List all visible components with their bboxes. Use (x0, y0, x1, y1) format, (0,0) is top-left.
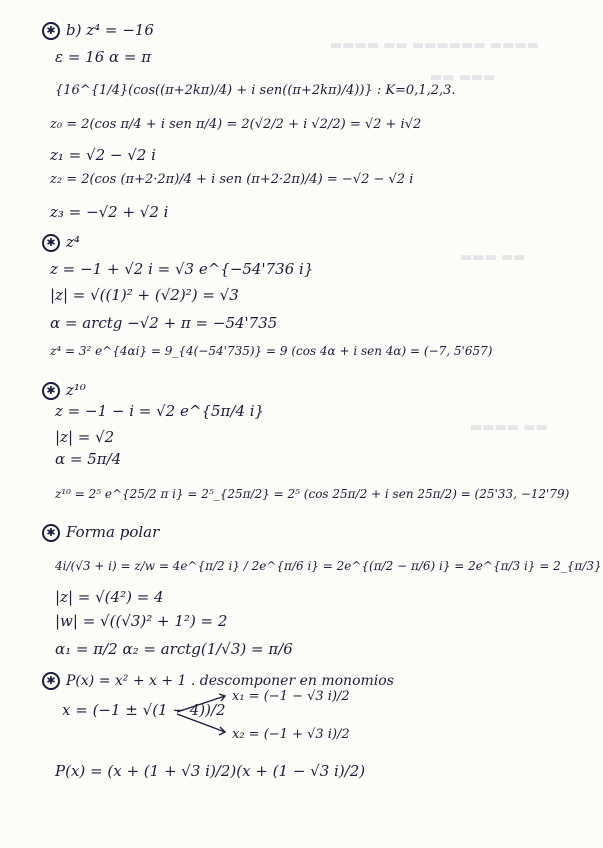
bleed-through-text: ▬▬▬▬ ▬▬ ▬▬▬▬▬▬ ▬▬▬▬ (330, 38, 539, 53)
section-b-line2: {16^{1/4}(cos((π+2kπ)/4) + i sen((π+2kπ)/4))} : K=0,1,2,3. (55, 83, 456, 98)
section-z4-line4: z⁴ = 3² e^{4αi} = 9_{4(−54'735)} = 9 (cos 4α + i sen 4α) = (−7, 5'657) (50, 344, 493, 358)
section-z4-heading: ✱ z⁴ (42, 234, 80, 252)
bleed-through-text: ▬▬▬ ▬▬ (460, 250, 526, 265)
section-polar-line2: |z| = √(4²) = 4 (55, 588, 164, 606)
star-circle-icon: ✱ (42, 382, 60, 400)
star-circle-icon: ✱ (42, 234, 60, 252)
section-z10-heading: ✱ z¹⁰ (42, 382, 86, 400)
section-poly-factor: P(x) = (x + (1 + √3 i)/2)(x + (1 − √3 i)/2) (55, 762, 366, 780)
section-z4-line1: z = −1 + √2 i = √3 e^{−54'736 i} (50, 260, 314, 278)
bleed-through-text: ▬▬ ▬▬▬ (430, 70, 496, 85)
section-polar-line3: |w| = √((√3)² + 1²) = 2 (55, 612, 228, 630)
section-z10-line1: z = −1 − i = √2 e^{5π/4 i} (55, 402, 265, 420)
section-polar-line1: 4i/(√3 + i) = z/w = 4e^{π/2 i} / 2e^{π/6 i} = 2e^{(π/2 − π/6) i} = 2e^{π/3 i} = 2_{π/3} (55, 559, 602, 573)
section-poly-x-formula: x = (−1 ± √(1 − 4))/2 (62, 701, 226, 719)
section-polar-heading: ✱ Forma polar (42, 524, 159, 542)
section-b-z2: z₂ = 2(cos (π+2·2π)/4 + i sen (π+2·2π)/4) = −√2 − √2 i (50, 172, 414, 187)
section-b-z0: z₀ = 2(cos π/4 + i sen π/4) = 2(√2/2 + i √2/2) = √2 + i√2 (50, 117, 422, 132)
section-poly-x2: x₂ = (−1 + √3 i)/2 (232, 727, 350, 742)
section-z4-line3: α = arctg −√2 + π = −54'735 (50, 314, 278, 332)
section-z10-line4: z¹⁰ = 2⁵ e^{25/2 π i} = 2⁵_{25π/2} = 2⁵ (cos 25π/2 + i sen 25π/2) = (25'33, −12'79) (55, 487, 570, 501)
section-z10-line3: α = 5π/4 (55, 450, 122, 468)
section-b-line1: ε = 16 α = π (55, 48, 152, 66)
section-polar-line4: α₁ = π/2 α₂ = arctg(1/√3) = π/6 (55, 640, 293, 658)
section-poly-x1: x₁ = (−1 − √3 i)/2 (232, 689, 350, 704)
section-z10-line2: |z| = √2 (55, 428, 115, 446)
star-circle-icon: ✱ (42, 22, 60, 40)
star-circle-icon: ✱ (42, 524, 60, 542)
section-b-z1: z₁ = √2 − √2 i (50, 146, 156, 164)
bleed-through-text: ▬▬▬▬ ▬▬ (470, 420, 548, 435)
section-b-heading: ✱ b) z⁴ = −16 (42, 22, 154, 40)
section-poly-heading: ✱ P(x) = x² + x + 1 . descomponer en monomios (42, 672, 394, 690)
section-b-z3: z₃ = −√2 + √2 i (50, 203, 169, 221)
arrow-icon (175, 690, 235, 740)
section-z4-line2: |z| = √((1)² + (√2)²) = √3 (50, 286, 239, 304)
star-circle-icon: ✱ (42, 672, 60, 690)
